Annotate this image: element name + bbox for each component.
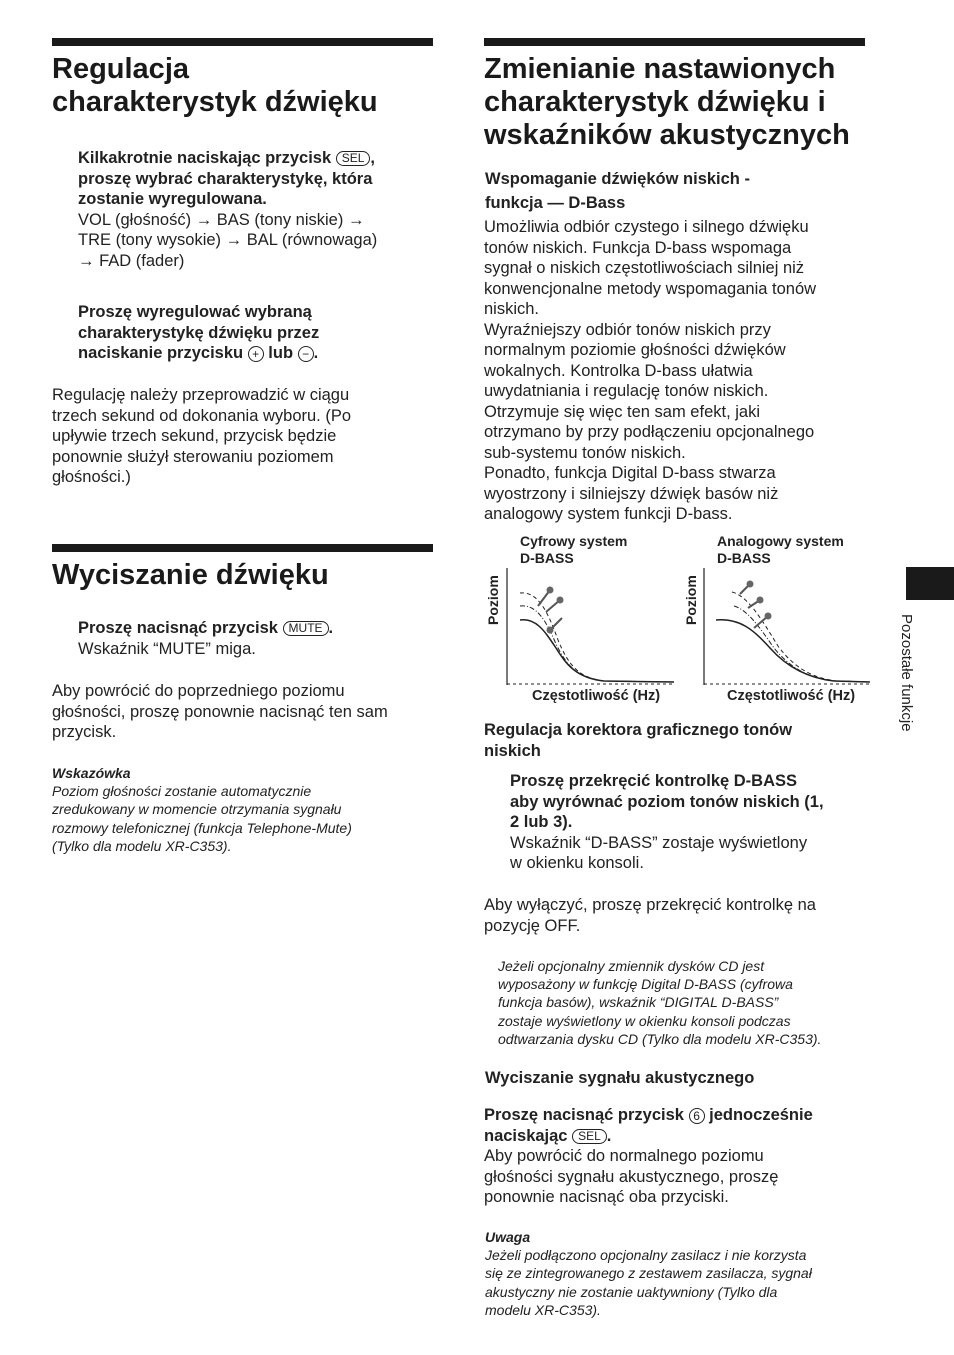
step-text: Proszę nacisnąć przycisk xyxy=(78,619,278,637)
step-text: ponownie nacisnąć oba przyciski. xyxy=(484,1188,729,1206)
arrow-icon: → xyxy=(347,210,365,229)
body-line: normalnym poziomie głośności dźwięków xyxy=(484,341,786,359)
body-line: niskich. xyxy=(484,300,540,318)
subheading-dbass xyxy=(485,167,865,215)
note-line: Aby wyłączyć, proszę przekręcić kontrolkę na xyxy=(484,896,816,914)
minus-key: − xyxy=(298,346,314,362)
curve-flat xyxy=(716,620,870,682)
step-dbass-control xyxy=(510,771,870,874)
chart-analog xyxy=(704,568,870,685)
section-rule xyxy=(52,544,433,552)
step-text: , xyxy=(370,149,376,167)
body-line: analogowy system funkcji D-bass. xyxy=(484,505,733,523)
step-text: proszę wybrać charakterystykę, która xyxy=(78,169,373,188)
chart-title-line: D-BASS xyxy=(717,550,771,566)
step-select xyxy=(78,148,438,271)
step-text: Wskaźnik “D-BASS” zostaje wyświetlony xyxy=(510,833,808,852)
x-axis-label: Częstotliwość (Hz) xyxy=(727,688,856,704)
step-text: lub xyxy=(268,344,294,362)
curve-level-2 xyxy=(520,593,674,682)
body-line: sygnał o niskich częstotliwościach silniej niż xyxy=(484,259,805,277)
key-6: 6 xyxy=(689,1108,705,1124)
mute-note xyxy=(52,681,442,743)
note-line: się ze zintegrowanego z zestawem zasilacza, sygnał xyxy=(485,1265,812,1282)
sequence-item: FAD (fader) xyxy=(99,251,185,270)
step-text: Proszę nacisnąć przycisk xyxy=(484,1106,684,1124)
body-line: wyostrzony i silniejszy dźwięk basów niż xyxy=(484,484,779,503)
sel-key: SEL xyxy=(572,1129,607,1144)
note-line: Regulację należy przeprowadzić w ciągu xyxy=(52,386,350,404)
y-axis-label: Poziom xyxy=(683,575,699,625)
cd-changer-note xyxy=(498,957,878,1048)
note-line: Jeżeli opcjonalny zmiennik dysków CD jest xyxy=(498,958,765,974)
marker-dot xyxy=(747,581,754,588)
curve-level-1 xyxy=(734,606,870,682)
tip-line: rozmowy telefonicznej (funkcja Telephone-Mute) xyxy=(52,819,352,836)
note-line: pozycję OFF. xyxy=(484,916,581,935)
note-line: ponownie służył sterowaniu poziomem xyxy=(52,447,334,466)
title-line: charakterystyk dźwięku xyxy=(52,86,378,118)
subheading-line: funkcja — D-Bass xyxy=(485,194,626,212)
sequence-item: TRE (tony wysokie) xyxy=(78,231,222,249)
power-note xyxy=(485,1228,875,1319)
step-text: . xyxy=(606,1126,612,1145)
y-axis-label: Poziom xyxy=(485,575,501,625)
step-beep xyxy=(484,1105,874,1208)
chart-title-line: Analogowy system xyxy=(717,533,844,549)
marker-dot xyxy=(547,627,554,634)
note-line: zostaje wyświetlony w okienku konsoli podczas xyxy=(498,1012,791,1029)
body-line: uwydatniania i regulację tonów niskich. xyxy=(484,382,769,400)
note-line: akustyczny nie zostanie uaktywniony (Tylko dla xyxy=(485,1283,778,1300)
step-adjust xyxy=(78,302,438,364)
step-mute xyxy=(78,618,438,659)
mute-key: MUTE xyxy=(283,621,329,636)
sequence-item: BAL (równowaga) xyxy=(246,231,378,249)
off-note xyxy=(484,895,874,936)
arrow-icon: → xyxy=(78,251,95,270)
step-text: naciskanie przycisku xyxy=(78,344,244,362)
curve-level-1 xyxy=(520,606,674,682)
title-line: charakterystyk dźwięku i xyxy=(484,86,826,118)
sequence-item: VOL (głośność) xyxy=(78,210,192,229)
body-line: Otrzymuje się więc ten sam efekt, jaki xyxy=(484,402,761,421)
title-line: wskaźników akustycznych xyxy=(484,119,850,151)
marker-dot xyxy=(765,613,772,620)
marker-dot xyxy=(557,597,564,604)
marker-dot xyxy=(757,597,764,604)
body-line: sub-systemu tonów niskich. xyxy=(484,443,686,462)
step-text: zostanie wyregulowana. xyxy=(78,190,267,208)
dbass-curves-diagram xyxy=(484,560,874,705)
step-text: . xyxy=(313,344,319,362)
step-text: Kilkakrotnie naciskając przycisk xyxy=(78,149,332,167)
body-line: konwencjonalne metody wspomagania tonów xyxy=(484,279,817,298)
title-line: Regulacja xyxy=(52,53,189,85)
side-tab xyxy=(906,567,954,600)
body-line: Ponadto, funkcja Digital D-bass stwarza xyxy=(484,464,776,482)
step-text: Aby powrócić do normalnego poziomu xyxy=(484,1147,764,1165)
step-text: w okienku konsoli. xyxy=(510,854,644,872)
body-line: tonów niskich. Funkcja D-bass wspomaga xyxy=(484,238,792,257)
note-line: Jeżeli podłączono opcjonalny zasilacz i nie korzysta xyxy=(485,1247,807,1264)
step-text: naciskając xyxy=(484,1126,568,1145)
plus-key: + xyxy=(248,346,264,362)
step-text: charakterystykę dźwięku przez xyxy=(78,323,320,342)
note-line: odtwarzania dysku CD (Tylko dla modelu XR-C353). xyxy=(498,1030,822,1047)
subheading-line: Wspomaganie dźwięków niskich - xyxy=(485,170,750,188)
tip-line: (Tylko dla modelu XR-C353). xyxy=(52,837,232,854)
note-line: upływie trzech sekund, przycisk będzie xyxy=(52,427,337,445)
tip-line: Poziom głośności zostanie automatycznie xyxy=(52,783,312,800)
subheading-line: Regulacja korektora graficznego tonów xyxy=(484,721,793,739)
step-text: Wskaźnik “MUTE” miga. xyxy=(78,639,256,658)
step-text: Proszę przekręcić kontrolkę D-BASS xyxy=(510,772,798,790)
step-text: Proszę wyregulować wybraną xyxy=(78,303,312,321)
marker-dot xyxy=(547,587,554,594)
body-line: Umożliwia odbiór czystego i silnego dźwięku xyxy=(484,218,809,236)
chart-title-line: Cyfrowy system xyxy=(520,533,628,549)
timing-note xyxy=(52,385,432,488)
body-line: Wyraźniejszy odbiór tonów niskich przy xyxy=(484,320,771,339)
step-text: 2 lub 3). xyxy=(510,813,573,831)
subheading-beep: Wyciszanie sygnału akustycznego xyxy=(485,1069,755,1087)
section-title: Wyciszanie dźwięku xyxy=(52,559,329,591)
tip-title: Wskazówka xyxy=(52,765,131,781)
note-line: przycisk. xyxy=(52,723,117,741)
subheading-eq xyxy=(484,720,864,761)
section-rule xyxy=(484,38,865,46)
section-title xyxy=(484,53,894,152)
chart-title-line: D-BASS xyxy=(520,550,574,566)
note-line: modelu XR-C353). xyxy=(485,1301,601,1318)
title-line: Zmienianie nastawionych xyxy=(484,53,836,85)
tip-line: zredukowany w momencie otrzymania sygnału xyxy=(52,801,342,818)
arrow-icon: → xyxy=(225,231,243,249)
step-text: jednocześnie xyxy=(709,1106,813,1124)
subheading-line: niskich xyxy=(484,741,541,760)
side-label: Pozostałe funkcje xyxy=(898,614,915,732)
dbass-body xyxy=(484,217,874,525)
note-line: wyposażony w funkcję Digital D-BASS (cyfrowa xyxy=(498,976,793,993)
section-title xyxy=(52,53,442,119)
curve-flat xyxy=(520,620,674,682)
section-rule xyxy=(52,38,433,46)
note-line: głośności.) xyxy=(52,468,131,486)
body-line: wokalnych. Kontrolka D-bass ułatwia xyxy=(484,361,753,380)
body-line: otrzymano by przy podłączeniu opcjonalnego xyxy=(484,423,815,441)
step-text: głośności sygnału akustycznego, proszę xyxy=(484,1167,779,1186)
sel-key: SEL xyxy=(336,151,371,166)
x-axis-label: Częstotliwość (Hz) xyxy=(532,688,661,704)
note-title: Uwaga xyxy=(485,1229,531,1245)
arrow-icon: → xyxy=(195,210,213,229)
note-line: Aby powrócić do poprzedniego poziomu xyxy=(52,682,345,700)
note-line: funkcja basów), wskaźnik “DIGITAL D-BASS” xyxy=(498,994,779,1011)
tip-box xyxy=(52,764,442,855)
step-text: aby wyrównać poziom tonów niskich (1, xyxy=(510,792,824,811)
note-line: trzech sekund od dokonania wyboru. (Po xyxy=(52,406,352,425)
sequence-item: BAS (tony niskie) xyxy=(216,210,344,229)
chart-digital xyxy=(507,568,674,685)
step-text: . xyxy=(328,619,334,637)
note-line: głośności, proszę ponownie nacisnąć ten sam xyxy=(52,702,388,721)
